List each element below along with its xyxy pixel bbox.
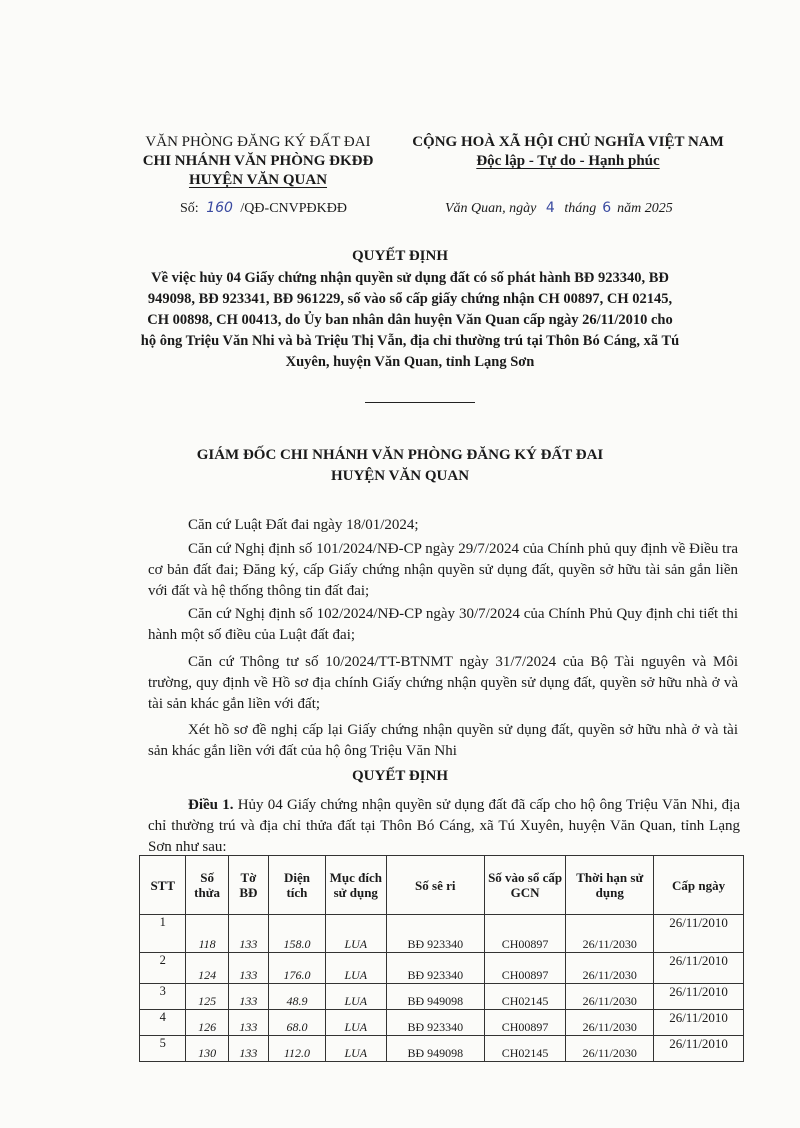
cell-term: 26/11/2030 [566, 1036, 654, 1062]
cell-map-sheet: 133 [228, 1010, 268, 1036]
table-row [140, 953, 744, 984]
cell-register-no: CH02145 [484, 1036, 566, 1062]
table-row [140, 915, 744, 953]
col-header-area: Diện tích [269, 856, 326, 915]
col-header-register-no: Số vào sổ cấp GCN [484, 856, 566, 915]
cell-area: 176.0 [269, 953, 326, 984]
cell-stt: 3 [140, 984, 186, 1010]
table-row [140, 984, 744, 1010]
authority-line-2: HUYỆN VĂN QUAN [330, 468, 470, 484]
date-day: 4 [545, 200, 555, 216]
legal-basis-2: Căn cứ Nghị định số 101/2024/NĐ-CP ngày 29/7/2024 của Chính phủ quy định về Điều tra cơ bản đất đai; Đăng ký, cấp Giấy chứng nhận quyền sử dụng đất, quyền sở hữu tài sản gắn liền với đất và hệ thống thông tin đất đai; [148, 541, 738, 599]
agency-line-3: HUYỆN VĂN QUAN [188, 172, 328, 188]
cell-register-no: CH02145 [484, 984, 566, 1010]
cell-register-no: CH00897 [484, 953, 566, 984]
cell-issue-date: 26/11/2010 [654, 915, 744, 953]
cell-area: 68.0 [269, 1010, 326, 1036]
cell-map-sheet: 133 [228, 984, 268, 1010]
national-header [398, 133, 738, 171]
cell-term: 26/11/2030 [566, 953, 654, 984]
date-month-word: tháng [564, 201, 597, 216]
agency-line-1: VĂN PHÒNG ĐĂNG KÝ ĐẤT ĐAI [145, 134, 371, 150]
article-1-label: Điều 1. [188, 797, 234, 813]
col-header-purpose: Mục đích sử dụng [325, 856, 386, 915]
certificate-table [139, 855, 744, 1062]
decision-heading: QUYẾT ĐỊNH [352, 768, 448, 784]
doc-number-prefix: Số: [180, 201, 199, 216]
cell-register-no: CH00897 [484, 1010, 566, 1036]
title-divider [365, 402, 475, 403]
cell-issue-date: 26/11/2010 [654, 984, 744, 1010]
cell-area: 112.0 [269, 1036, 326, 1062]
cell-serial: BĐ 949098 [386, 1036, 484, 1062]
cell-issue-date: 26/11/2010 [654, 1010, 744, 1036]
cell-term: 26/11/2030 [566, 1010, 654, 1036]
legal-basis-4: Căn cứ Thông tư số 10/2024/TT-BTNMT ngày 31/7/2024 của Bộ Tài nguyên và Môi trường, quy định về Hồ sơ địa chính Giấy chứng nhận quyền sử dụng đất, quyền sở hữu nhà ở và tài sản khác gắn liền với đất; [148, 654, 738, 712]
cell-stt: 4 [140, 1010, 186, 1036]
document-number [180, 200, 347, 217]
col-header-serial: Số sê ri [386, 856, 484, 915]
cell-term: 26/11/2030 [566, 915, 654, 953]
cell-parcel: 124 [186, 953, 228, 984]
table-header-row [140, 856, 744, 915]
issuing-agency [118, 133, 398, 190]
nation-name: CỘNG HOÀ XÃ HỘI CHỦ NGHĨA VIỆT NAM [412, 134, 724, 150]
cell-serial: BĐ 923340 [386, 915, 484, 953]
cell-purpose: LUA [325, 984, 386, 1010]
cell-stt: 5 [140, 1036, 186, 1062]
cell-serial: BĐ 923340 [386, 1010, 484, 1036]
article-1 [148, 795, 740, 858]
col-header-issue-date: Cấp ngày [654, 856, 744, 915]
doc-number-suffix: /QĐ-CNVPĐKĐĐ [240, 201, 347, 216]
col-header-parcel: Số thửa [186, 856, 228, 915]
col-header-term: Thời hạn sử dụng [566, 856, 654, 915]
cell-purpose: LUA [325, 1010, 386, 1036]
document-subject: Về việc hủy 04 Giấy chứng nhận quyền sử dụng đất có số phát hành BĐ 923340, BĐ 949098, BĐ 923341, BĐ 961229, số vào sổ cấp giấy chứng nhận CH 00897, CH 02145, CH 00898, CH 00413, do Ủy ban nhân dân huyện Văn Quan cấp ngày 26/11/2010 cho hộ ông Triệu Văn Nhi và bà Triệu Thị Vẫn, địa chỉ thường trú tại Thôn Bó Cáng, xã Tú Xuyên, huyện Văn Quan, tỉnh Lạng Sơn [140, 270, 680, 370]
signing-authority [0, 445, 800, 487]
cell-stt: 1 [140, 915, 186, 953]
col-header-map-sheet: Tờ BĐ [228, 856, 268, 915]
cell-parcel: 130 [186, 1036, 228, 1062]
table-row [140, 1036, 744, 1062]
date-prefix: Văn Quan, ngày [445, 201, 537, 216]
cell-serial: BĐ 949098 [386, 984, 484, 1010]
cell-map-sheet: 133 [228, 915, 268, 953]
cell-serial: BĐ 923340 [386, 953, 484, 984]
cell-parcel: 126 [186, 1010, 228, 1036]
date-month: 6 [602, 200, 612, 216]
cell-register-no: CH00897 [484, 915, 566, 953]
cell-map-sheet: 133 [228, 953, 268, 984]
cell-issue-date: 26/11/2010 [654, 953, 744, 984]
cell-purpose: LUA [325, 915, 386, 953]
cell-parcel: 125 [186, 984, 228, 1010]
cell-term: 26/11/2030 [566, 984, 654, 1010]
legal-basis-1: Căn cứ Luật Đất đai ngày 18/01/2024; [188, 517, 419, 533]
cell-area: 158.0 [269, 915, 326, 953]
cell-parcel: 118 [186, 915, 228, 953]
col-header-stt: STT [140, 856, 186, 915]
agency-line-2: CHI NHÁNH VĂN PHÒNG ĐKĐĐ [142, 153, 374, 169]
document-date [445, 200, 673, 217]
cell-area: 48.9 [269, 984, 326, 1010]
legal-basis-3: Căn cứ Nghị định số 102/2024/NĐ-CP ngày 30/7/2024 của Chính Phủ Quy định chi tiết thi hành một số điều của Luật đất đai; [148, 606, 738, 643]
table-row [140, 1010, 744, 1036]
cell-stt: 2 [140, 953, 186, 984]
date-year: năm 2025 [617, 201, 673, 216]
article-1-text: Hủy 04 Giấy chứng nhận quyền sử dụng đất đã cấp cho hộ ông Triệu Văn Nhi, địa chỉ thường trú và địa chỉ thửa đất tại Thôn Bó Cáng, xã Tú Xuyên, huyện Văn Quan, tỉnh Lạng Sơn như sau: [148, 797, 741, 855]
cell-purpose: LUA [325, 1036, 386, 1062]
doc-number-handwritten: 160 [206, 200, 233, 216]
national-motto: Độc lập - Tự do - Hạnh phúc [476, 153, 660, 169]
cell-purpose: LUA [325, 953, 386, 984]
cell-issue-date: 26/11/2010 [654, 1036, 744, 1062]
consideration: Xét hồ sơ đề nghị cấp lại Giấy chứng nhận quyền sử dụng đất, quyền sở hữu nhà ở và tài sản khác gắn liền với đất của hộ ông Triệu Văn Nhi [148, 722, 738, 759]
document-title: QUYẾT ĐỊNH [352, 248, 448, 264]
authority-line-1: GIÁM ĐỐC CHI NHÁNH VĂN PHÒNG ĐĂNG KÝ ĐẤT ĐAI [196, 447, 604, 463]
cell-map-sheet: 133 [228, 1036, 268, 1062]
